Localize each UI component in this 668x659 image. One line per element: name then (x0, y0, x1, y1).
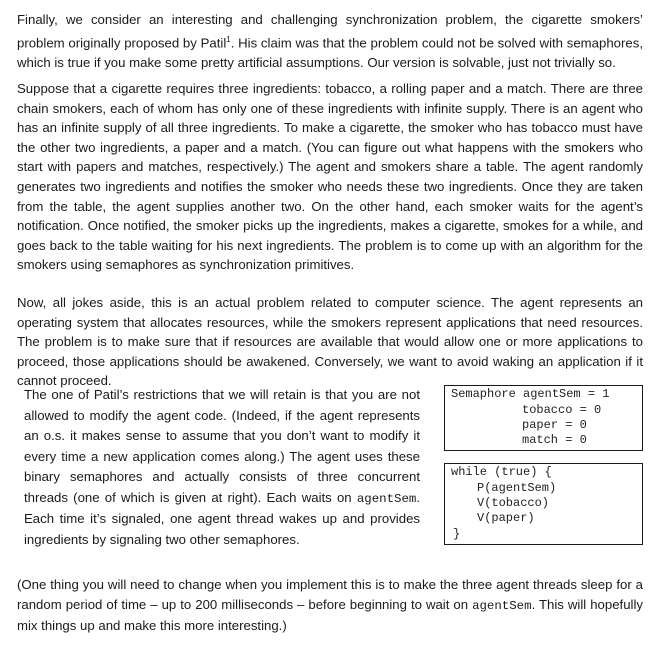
intro-text: Finally, we consider an interesting and challenging synchronization problem, the cigarette smokers’ problem originally proposed by Patil (17, 12, 643, 50)
agent-restrictions-paragraph (24, 385, 420, 550)
code-line-v-tobacco: V(tobacco) (477, 496, 550, 510)
note-text-continued: . This will hopefully mix things up and make this more interesting.) (17, 596, 643, 634)
code-line-close-brace: } (453, 527, 461, 541)
footnote-marker: 1 (226, 34, 231, 44)
code-line-v-paper: V(paper) (477, 511, 535, 525)
code-line-p-agentsem: P(agentSem) (477, 481, 557, 495)
inline-code-agentsem: agentSem (356, 491, 417, 506)
intro-text-continued: . His claim was that the problem could not be solved with semaphores, which is true if you make some pretty artificial assumptions. Our version is solvable, just not trivially so. (17, 34, 643, 70)
intro-paragraph (17, 10, 643, 72)
code-line-tobacco: tobacco = 0 (522, 403, 602, 417)
restrictions-text-continued: . Each time it’s signaled, one agent thread wakes up and provides ingredients by signaling two other semaphores. (24, 489, 420, 547)
semaphore-declarations-box (444, 385, 643, 451)
note-text: (One thing you will need to change when you implement this is to make the three agent threads sleep for a random period of time – up to 200 milliseconds – before beginning to wait on (17, 577, 643, 612)
code-line-paper: paper = 0 (522, 418, 587, 432)
code-line-while: while (true) { (451, 465, 552, 479)
agent-thread-code-box (444, 463, 643, 545)
cs-relevance-paragraph: Now, all jokes aside, this is an actual problem related to computer science. The agent represents an operating system that allocates resources, while the smokers represent applications that need resources. The problem is to make sure that if resources are available that would allow one or more applications to proceed, those applications should be awakened. Conversely, we want to avoid waking an application if it cannot proceed. (17, 295, 643, 389)
inline-code-agentsem-2: agentSem (472, 598, 532, 613)
restrictions-text: The one of Patil’s restrictions that we will retain is that you are not allowed to modify the agent code. (Indeed, if the agent represents an o.s. it makes sense to assume that you don’t want to modify it every time a new application comes along.) The agent uses these binary semaphores and actually consists of three concurrent threads (one of which is given at right). Each waits on (24, 387, 420, 505)
code-line-match: match = 0 (522, 433, 587, 447)
problem-description-paragraph: Suppose that a cigarette requires three ingredients: tobacco, a rolling paper and a match. There are three chain smokers, each of whom has only one of these ingredients with infinite supply. There is an agent who has an infinite supply of all three ingredients. To make a cigarette, the smoker who has tobacco must have the other two ingredients, a paper and a match. (You can figure out what happens with the smokers who start with papers and matches, respectively.) The agent and smokers share a table. The agent randomly generates two ingredients and notifies the smoker who needs these two ingredients. Once they are taken from the table, the agent supplies another two. On the other hand, each smoker waits for the agent’s notification. Once notified, the smoker picks up the ingredients, makes a cigarette, smokes for a while, and goes back to the table waiting for his next ingredients. The problem is to come up with an algorithm for the smokers using semaphores as synchronization primitives. (17, 81, 643, 273)
implementation-note-paragraph (17, 575, 643, 636)
code-line-agentsem: Semaphore agentSem = 1 (451, 387, 610, 401)
